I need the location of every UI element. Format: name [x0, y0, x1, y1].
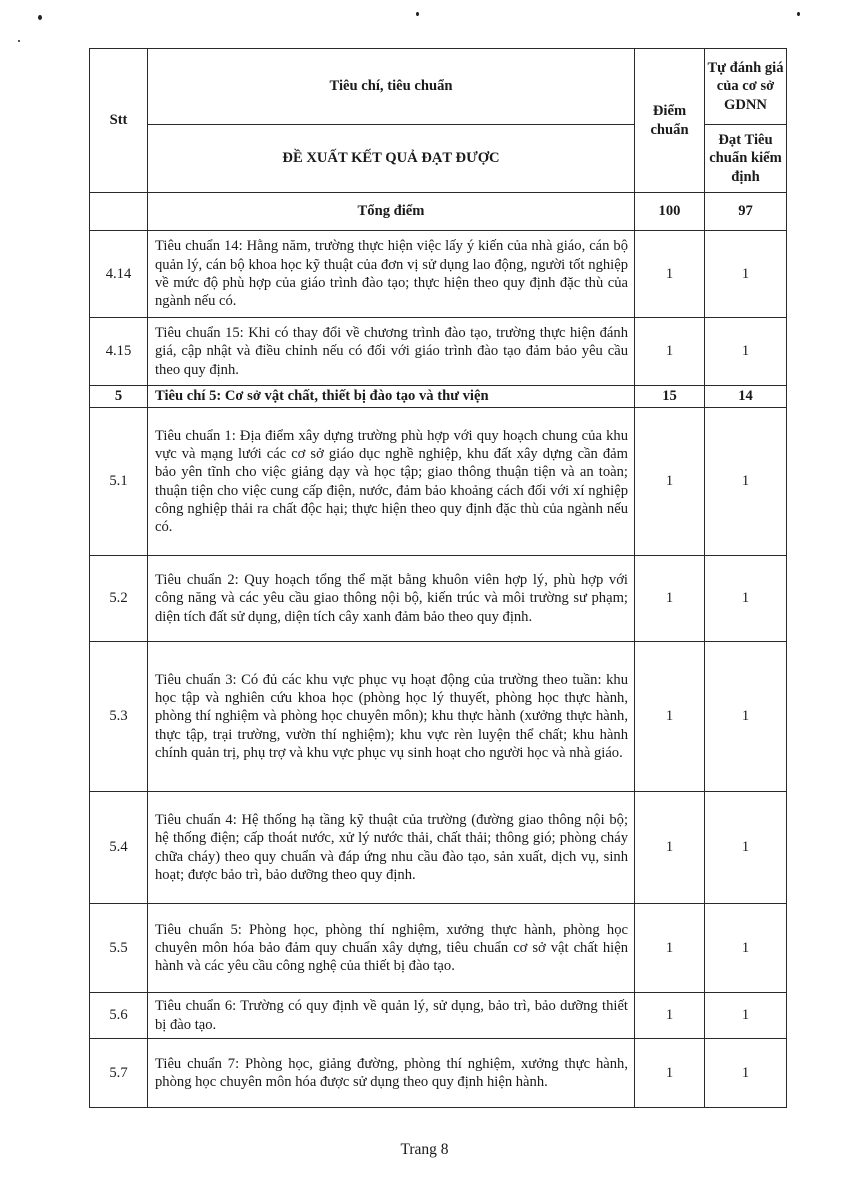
- table-row: [90, 642, 787, 792]
- row-score-std: 1: [635, 792, 705, 904]
- total-empty: [90, 193, 148, 231]
- row-score-std: 1: [635, 408, 705, 556]
- row-stt: 5.2: [90, 556, 148, 642]
- scan-speck: [38, 15, 42, 20]
- page-number: Trang 8: [400, 1141, 449, 1158]
- table-row: [90, 993, 787, 1039]
- row-text: Tiêu chí 5: Cơ sở vật chất, thiết bị đào tạo và thư viện: [148, 386, 635, 408]
- row-text: Tiêu chuẩn 14: Hằng năm, trường thực hiện việc lấy ý kiến của nhà giáo, cán bộ quản lý, cán bộ khoa học kỹ thuật của đơn vị sử dụng lao động, người tốt nghiệp về mức độ phù hợp của giáo trình đào tạo; thực hiện theo quy định đặc thù của ngành nếu có.: [148, 231, 635, 318]
- row-text: Tiêu chuẩn 2: Quy hoạch tổng thể mặt bằng khuôn viên hợp lý, phù hợp với công năng và các yêu cầu giao thông nội bộ, kiến trúc và môi trường sư phạm; diện tích đất sử dụng, diện tích cây xanh đảm bảo theo quy định.: [148, 556, 635, 642]
- row-text: Tiêu chuẩn 6: Trường có quy định về quản lý, sử dụng, bảo trì, bảo dưỡng thiết bị đào tạo.: [148, 993, 635, 1039]
- row-stt: 5.7: [90, 1039, 148, 1108]
- table-row: [90, 318, 787, 386]
- row-score-self: 1: [705, 556, 787, 642]
- row-score-self: 1: [705, 318, 787, 386]
- row-stt: 5.6: [90, 993, 148, 1039]
- header-proposal: ĐỀ XUẤT KẾT QUẢ ĐẠT ĐƯỢC: [148, 125, 635, 193]
- table-row: [90, 556, 787, 642]
- table-row: [90, 1039, 787, 1108]
- scan-speck: [797, 12, 800, 16]
- header-stt: Stt: [90, 49, 148, 193]
- row-score-std: 1: [635, 642, 705, 792]
- row-text: Tiêu chuẩn 5: Phòng học, phòng thí nghiệm, xưởng thực hành, phòng học chuyên môn hóa bảo đảm quy chuẩn xây dựng, tiêu chuẩn cơ sở vật chất hiện hành và các yêu cầu công nghệ của thiết bị đào tạo.: [148, 904, 635, 993]
- scan-speck: [416, 12, 419, 16]
- row-score-self: 1: [705, 408, 787, 556]
- row-score-self: 1: [705, 904, 787, 993]
- table-row: [90, 408, 787, 556]
- row-score-std: 1: [635, 993, 705, 1039]
- table-row: [90, 231, 787, 318]
- row-text: Tiêu chuẩn 3: Có đủ các khu vực phục vụ hoạt động của trường theo tuần: khu học tập và nghiên cứu khoa học (phòng học lý thuyết, phòng học thực hành, phòng thí nghiệm và phòng học chuyên môn); khu thực hành (xưởng thực hành, thực tập, trại trường, vườn thí nghiệm); khu vực rèn luyện thể chất; khu hành chính quản trị, phụ trợ và khu vực phục vụ sinh hoạt cho người học và nhà giáo.: [148, 642, 635, 792]
- header-meet: Đạt Tiêu chuẩn kiểm định: [705, 125, 787, 193]
- header-self-eval: Tự đánh giá của cơ sở GDNN: [705, 49, 787, 125]
- row-score-std: 1: [635, 318, 705, 386]
- row-stt: 5.3: [90, 642, 148, 792]
- table-row: [90, 386, 787, 408]
- row-score-std: 1: [635, 556, 705, 642]
- row-score-std: 1: [635, 231, 705, 318]
- row-score-std: 1: [635, 904, 705, 993]
- row-text: Tiêu chuẩn 4: Hệ thống hạ tầng kỹ thuật của trường (đường giao thông nội bộ; hệ thống điện; cấp thoát nước, xử lý nước thải, chất thải; thông gió; phòng cháy chữa cháy) theo quy chuẩn và đáp ứng nhu cầu đào tạo, sản xuất, dịch vụ, sinh hoạt; được bảo trì, bảo dưỡng theo quy định.: [148, 792, 635, 904]
- row-stt: 5.4: [90, 792, 148, 904]
- total-score-self: 97: [705, 193, 787, 231]
- total-label: Tổng điểm: [148, 193, 635, 231]
- header-criteria: Tiêu chí, tiêu chuẩn: [148, 49, 635, 125]
- row-stt: 4.15: [90, 318, 148, 386]
- row-text: Tiêu chuẩn 15: Khi có thay đổi về chương trình đào tạo, trường thực hiện đánh giá, cập nhật và điều chỉnh nếu có đối với giáo trình đào tạo đảm bảo yêu cầu theo quy định.: [148, 318, 635, 386]
- row-score-self: 1: [705, 792, 787, 904]
- scan-speck: [18, 40, 20, 42]
- total-score-std: 100: [635, 193, 705, 231]
- row-stt: 5.5: [90, 904, 148, 993]
- row-stt: 5.1: [90, 408, 148, 556]
- row-stt: 5: [90, 386, 148, 408]
- table-row: [90, 904, 787, 993]
- row-score-std: 1: [635, 1039, 705, 1108]
- table-row: [90, 792, 787, 904]
- row-score-self: 14: [705, 386, 787, 408]
- row-score-self: 1: [705, 1039, 787, 1108]
- row-score-self: 1: [705, 642, 787, 792]
- row-score-self: 1: [705, 231, 787, 318]
- row-text: Tiêu chuẩn 7: Phòng học, giảng đường, phòng thí nghiệm, xưởng thực hành, phòng học chuyên môn hóa được sử dụng theo quy định hiện hành.: [148, 1039, 635, 1108]
- row-stt: 4.14: [90, 231, 148, 318]
- row-score-self: 1: [705, 993, 787, 1039]
- row-score-std: 15: [635, 386, 705, 408]
- row-text: Tiêu chuẩn 1: Địa điểm xây dựng trường phù hợp với quy hoạch chung của khu vực và mạng lưới các cơ sở giáo dục nghề nghiệp, khu đất xây dựng cần đảm bảo yên tĩnh cho việc giảng dạy và học tập; giao thông thuận tiện và an toàn; thuận tiện cho việc cung cấp điện, nước, đảm bảo khoảng cách đối với xí nghiệp công nghiệp thải ra chất độc hại; thực hiện theo quy định đặc thù của ngành nếu có.: [148, 408, 635, 556]
- header-score-std: Điểm chuẩn: [635, 49, 705, 193]
- evaluation-table: [89, 48, 787, 1108]
